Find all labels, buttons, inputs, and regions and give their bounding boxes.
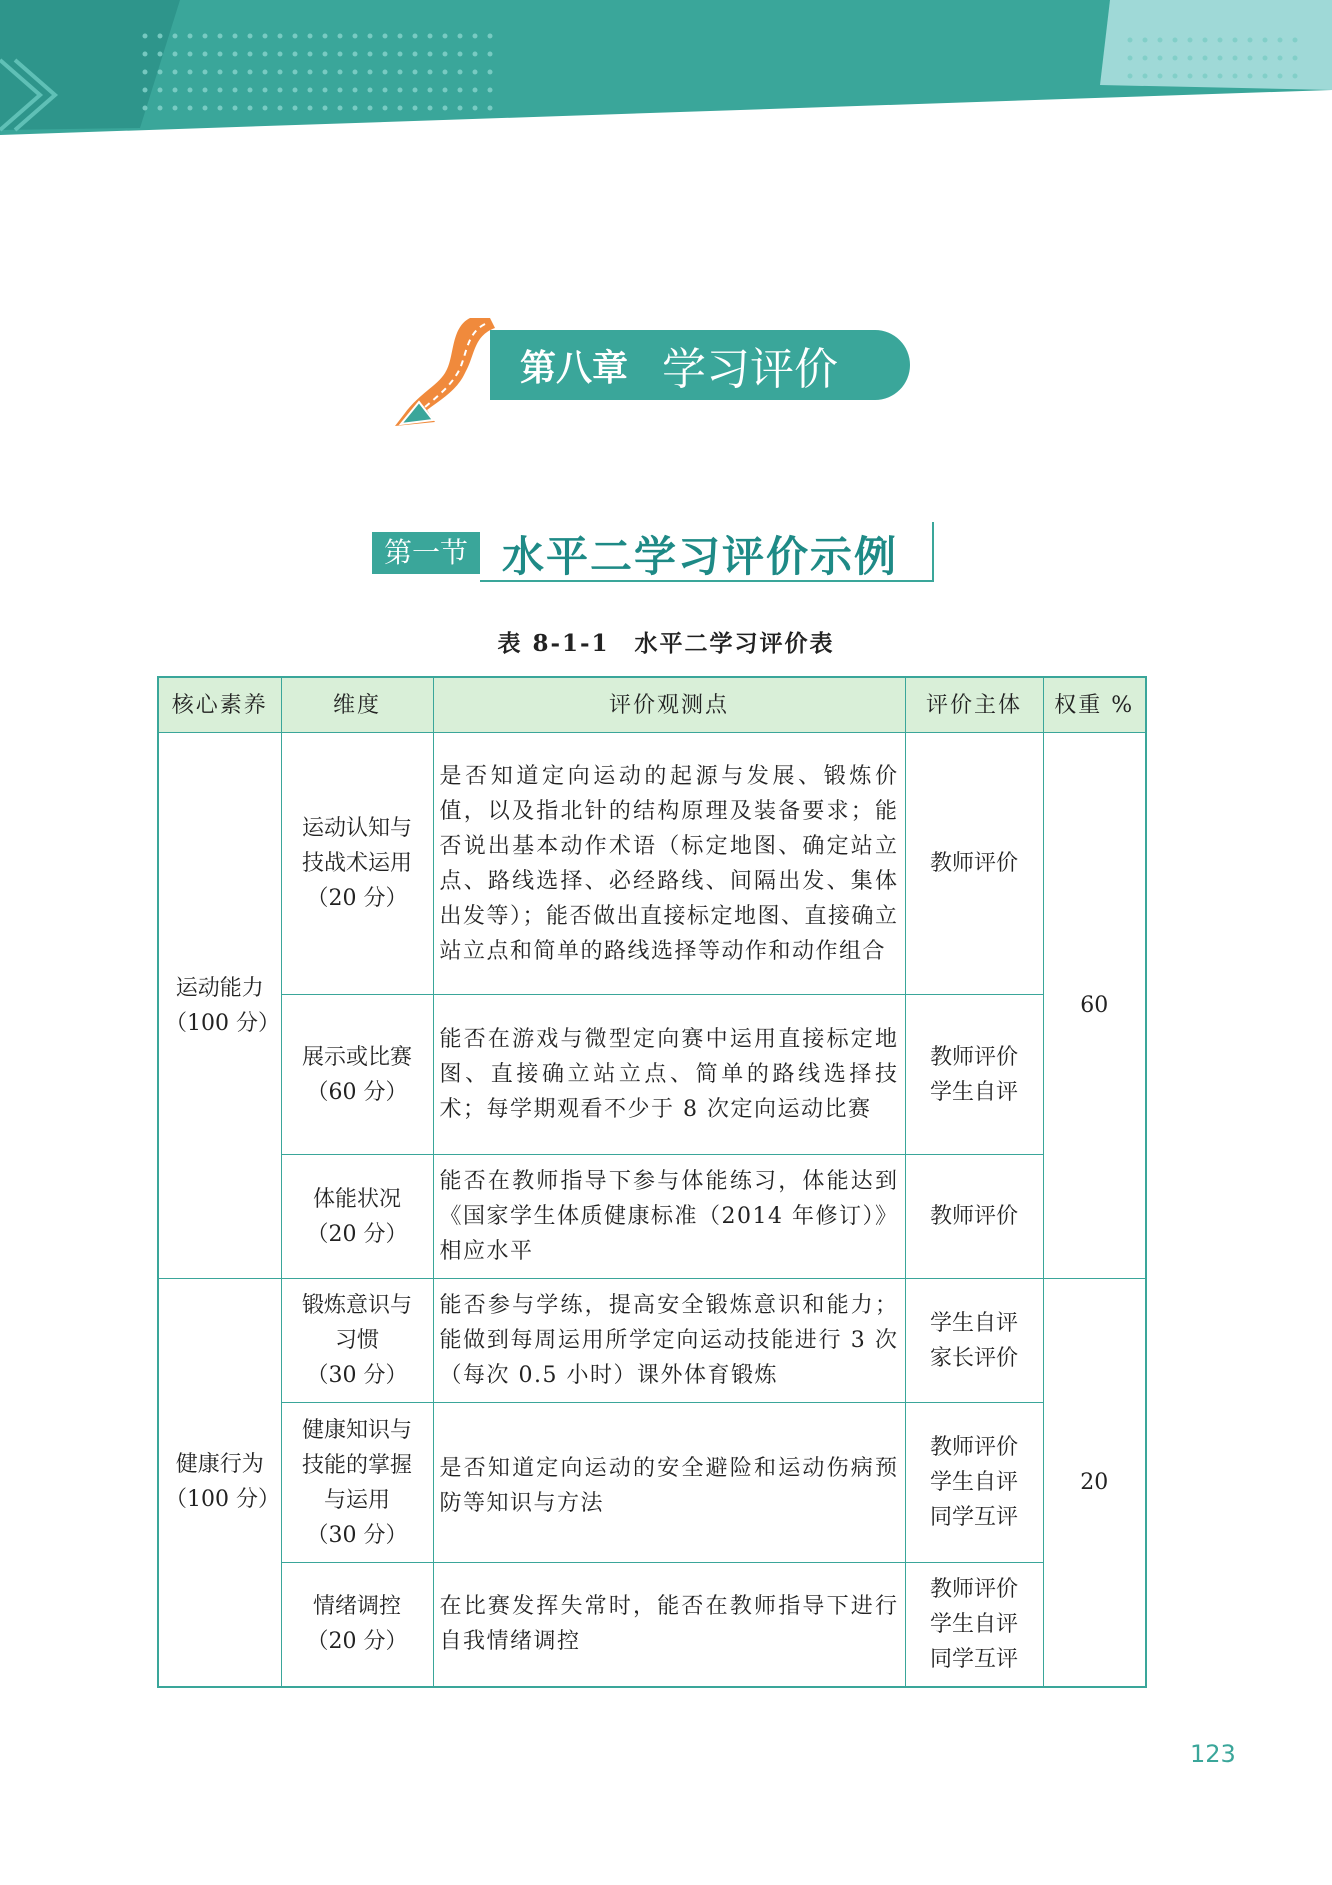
dimension-cell: 体能状况 （20 分）: [281, 1155, 433, 1279]
header-dimension: 维度: [281, 677, 433, 733]
page-number: 123: [1190, 1740, 1236, 1768]
points-cell: 能否参与学练，提高安全锻炼意识和能力；能做到每周运用所学定向运动技能进行 3 次（每次 0.5 小时）课外体育锻炼: [433, 1279, 905, 1403]
table-row: [158, 1279, 1146, 1403]
points-cell: 是否知道定向运动的安全避险和运动伤病预防等知识与方法: [433, 1403, 905, 1563]
evaluator-cell: 教师评价: [905, 1155, 1043, 1279]
evaluator-cell: 教师评价 学生自评: [905, 995, 1043, 1155]
points-cell: 能否在教师指导下参与体能练习，体能达到《国家学生体质健康标准（2014 年修订）》相应水平: [433, 1155, 905, 1279]
table-row: [158, 733, 1146, 995]
evaluator-cell: 教师评价: [905, 733, 1043, 995]
chapter-title: 学习评价: [662, 344, 839, 395]
core-cell: 运动能力 （100 分）: [158, 733, 281, 1279]
dimension-cell: 健康知识与 技能的掌握 与运用 （30 分）: [281, 1403, 433, 1563]
table-row: [158, 1155, 1146, 1279]
table-header-row: [158, 677, 1146, 733]
evaluator-cell: 教师评价 学生自评 同学互评: [905, 1563, 1043, 1687]
header-band: [0, 0, 1332, 135]
chapter-title-pill: [490, 330, 910, 400]
weight-cell: 60: [1043, 733, 1146, 1279]
dimension-cell: 运动认知与 技战术运用 （20 分）: [281, 733, 433, 995]
chapter-banner: [395, 318, 915, 428]
header-evaluator: 评价主体: [905, 677, 1043, 733]
header-weight: 权重 %: [1043, 677, 1146, 733]
dimension-cell: 展示或比赛 （60 分）: [281, 995, 433, 1155]
header-core: 核心素养: [158, 677, 281, 733]
table-caption: 表 8-1-1 水平二学习评价表: [497, 630, 835, 657]
dimension-cell: 情绪调控 （20 分）: [281, 1563, 433, 1687]
evaluation-table: [157, 676, 1147, 1688]
section-tag: 第一节: [372, 532, 480, 574]
evaluator-cell: 学生自评 家长评价: [905, 1279, 1043, 1403]
points-cell: 是否知道定向运动的起源与发展、锻炼价值，以及指北针的结构原理及装备要求；能否说出基本动作术语（标定地图、确定站立点、路线选择、必经路线、间隔出发、集体出发等）；能否做出直接标定地图、直接确立站立点和简单的路线选择等动作和动作组合: [433, 733, 905, 995]
table-row: [158, 995, 1146, 1155]
core-cell: 健康行为 （100 分）: [158, 1279, 281, 1687]
dimension-cell: 锻炼意识与 习惯 （30 分）: [281, 1279, 433, 1403]
points-cell: 能否在游戏与微型定向赛中运用直接标定地图、直接确立站立点、简单的路线选择技术；每学期观看不少于 8 次定向运动比赛: [433, 995, 905, 1155]
section-title: 水平二学习评价示例: [502, 532, 899, 581]
points-cell: 在比赛发挥失常时，能否在教师指导下进行自我情绪调控: [433, 1563, 905, 1687]
weight-cell: 20: [1043, 1279, 1146, 1687]
table-row: [158, 1563, 1146, 1687]
chapter-number: 第八章: [520, 347, 629, 389]
table-row: [158, 1403, 1146, 1563]
header-points: 评价观测点: [433, 677, 905, 733]
evaluator-cell: 教师评价 学生自评 同学互评: [905, 1403, 1043, 1563]
section-heading: [372, 522, 934, 584]
